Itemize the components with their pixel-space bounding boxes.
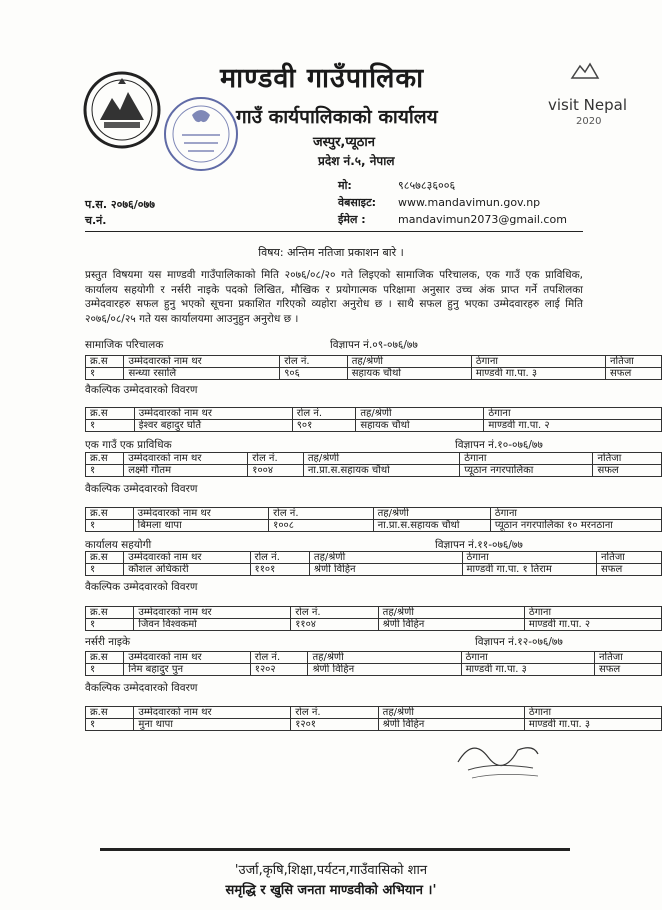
body-paragraph: प्रस्तुत विषयमा यस माण्डवी गाउँपालिकाको मिति २०७६/०८/२० गते लिइएको सामाजिक परिचालक, एक गाउँ एक प्राविधिक, कार्यालय सहयोगी र नर्सरी नाइके पदको लिखित, मौखिक र प्रयोगात्मक परिक्षामा अनुसार उच्च अंक प्राप्त गर्ने तपशिलका उम्मेदवारहरु सफल हुनु भएको सूचना प्रकाशित गरिएको व्यहोरा अनुरोध छ । साथै सफल हुनु भएका उम्मेदवारहरु लाई मिति २०७६/०८/२५ गते यस कार्यालयमा आउनुहुन अनुरोध छ । — [85, 269, 583, 325]
selected-candidate-table — [85, 551, 662, 576]
table-header-row — [86, 508, 662, 520]
cell-roll: ११०४ — [291, 619, 378, 631]
website-value[interactable]: www.mandavimun.gov.np — [398, 196, 541, 209]
column-header-address: ठेगाना — [484, 408, 662, 420]
column-header-result: नतिजा — [594, 652, 661, 664]
column-header-sn: क्र.स — [86, 408, 135, 420]
column-header-name: उम्मेदवारको नाम थर — [124, 356, 280, 368]
selected-candidate-table — [85, 651, 662, 676]
visit-nepal-logo — [548, 62, 632, 132]
column-header-name: उम्मेदवारको नाम थर — [134, 408, 292, 420]
cell-level: श्रेणी विहिन — [309, 564, 462, 576]
section-title: कार्यालय सहयोगी — [85, 539, 152, 551]
visit-nepal-text: visit Nepal — [548, 96, 628, 114]
cell-name: जिवन विश्वकर्मा — [134, 619, 291, 631]
signature-icon — [438, 732, 558, 784]
cell-result: सफल — [596, 564, 661, 576]
cell-address: माण्डवी गा.पा. १ तिराम — [462, 564, 596, 576]
cell-sn: १ — [86, 465, 124, 477]
column-header-roll: रोल नं. — [280, 356, 348, 368]
cell-roll: ९०६ — [280, 368, 348, 380]
visit-nepal-year: 2020 — [576, 116, 602, 127]
footer-slogan-line1: 'उर्जा,कृषि,शिक्षा,पर्यटन,गाउँवासिको शान — [234, 863, 428, 878]
table-row — [86, 719, 662, 731]
column-header-sn: क्र.स — [86, 453, 124, 465]
cell-roll: १२०२ — [250, 664, 308, 676]
column-header-roll: रोल नं. — [291, 607, 378, 619]
cell-sn: १ — [86, 619, 134, 631]
ps-ref — [85, 197, 155, 212]
chn-label: च.नं. — [85, 214, 107, 227]
phone-label: मो: — [338, 179, 352, 192]
mountain-icon — [570, 62, 600, 80]
table-header-row — [86, 453, 662, 465]
column-header-name: उम्मेदवारको नाम थर — [134, 707, 291, 719]
column-header-address: ठेगाना — [462, 552, 596, 564]
advertisement-number: विज्ञापन नं.०९-०७६/७७ — [330, 339, 418, 351]
email-label: ईमेल : — [338, 213, 366, 226]
cell-roll: १२०१ — [291, 719, 378, 731]
contact-phone — [338, 178, 455, 193]
cell-address: माण्डवी गा.पा. २ — [524, 619, 661, 631]
column-header-roll: रोल नं. — [250, 552, 309, 564]
column-header-level: तह/श्रेणी — [373, 508, 490, 520]
ps-value: २०७६/०७७ — [110, 198, 155, 211]
column-header-address: ठेगाना — [471, 356, 605, 368]
cell-result: सफल — [594, 664, 661, 676]
cell-name: बिमला थापा — [133, 520, 269, 532]
column-header-result: नतिजा — [596, 552, 661, 564]
column-header-level: तह/श्रेणी — [308, 652, 461, 664]
column-header-address: ठेगाना — [490, 508, 661, 520]
cell-level: श्रेणी विहिन — [308, 664, 461, 676]
cell-level: श्रेणी विहिन — [378, 619, 524, 631]
alternate-candidate-table — [85, 606, 662, 631]
org-subtitle: गाउँ कार्यपालिकाको कार्यालय — [236, 106, 438, 128]
cell-name: सन्ध्या रसालि — [124, 368, 280, 380]
ps-label: प.स. — [85, 198, 108, 211]
footer-divider — [100, 848, 570, 851]
column-header-roll: रोल नं. — [250, 652, 308, 664]
cell-result: सफल — [593, 465, 662, 477]
column-header-address: ठेगाना — [461, 652, 594, 664]
alternate-candidate-table — [85, 507, 662, 532]
column-header-name: उम्मेदवारको नाम थर — [133, 508, 269, 520]
column-header-result: नतिजा — [593, 453, 662, 465]
column-header-sn: क्र.स — [86, 652, 124, 664]
table-row — [86, 664, 662, 676]
cell-sn: १ — [86, 368, 124, 380]
phone-value: ९८५७८३६००६ — [398, 179, 456, 192]
cell-sn: १ — [86, 664, 124, 676]
cell-address: माण्डवी गा.पा. २ — [484, 420, 662, 432]
column-header-name: उम्मेदवारको नाम थर — [134, 607, 291, 619]
column-header-address: ठेगाना — [524, 707, 661, 719]
table-header-row — [86, 552, 662, 564]
column-header-level: तह/श्रेणी — [303, 453, 459, 465]
subject-line: विषय: अन्तिम नतिजा प्रकाशन बारे । — [258, 246, 404, 259]
cell-roll: १००८ — [269, 520, 373, 532]
address-line2: प्रदेश नं.५, नेपाल — [318, 154, 395, 168]
column-header-name: उम्मेदवारको नाम थर — [124, 453, 248, 465]
advertisement-number: विज्ञापन नं.१०-०७६/७७ — [455, 439, 543, 451]
cell-name: मुना थापा — [134, 719, 291, 731]
footer-slogan-line2: समृद्धि र खुसि जनता माण्डवीको अभियान ।' — [225, 883, 437, 898]
table-row — [86, 368, 662, 380]
column-header-roll: रोल नं. — [291, 707, 378, 719]
cell-name: लक्ष्मी गौतम — [124, 465, 248, 477]
cell-sn: १ — [86, 719, 134, 731]
column-header-result: नतिजा — [605, 356, 661, 368]
cell-address: प्यूठान नगरपालिका १० मरनठाना — [490, 520, 661, 532]
email-value[interactable]: mandavimun2073@gmail.com — [398, 213, 567, 226]
office-stamp-icon — [162, 95, 240, 173]
column-header-level: तह/श्रेणी — [378, 707, 524, 719]
column-header-roll: रोल नं. — [269, 508, 373, 520]
cell-name: ईश्वर बहादुर घर्ति — [134, 420, 292, 432]
table-row — [86, 619, 662, 631]
cell-level: ना.प्रा.स.सहायक चौथो — [303, 465, 459, 477]
table-row — [86, 420, 662, 432]
cell-name: निम बहादुर पुन — [124, 664, 250, 676]
contact-email — [338, 212, 567, 227]
alternate-candidate-label: वैकल्पिक उम्मेदवारको विवरण — [85, 682, 198, 694]
column-header-level: तह/श्रेणी — [347, 356, 471, 368]
column-header-name: उम्मेदवारको नाम थर — [124, 552, 250, 564]
contact-website — [338, 195, 540, 210]
section-title: सामाजिक परिचालक — [85, 339, 164, 351]
cell-address: माण्डवी गा.पा. ३ — [524, 719, 661, 731]
org-name: माण्डवी गाउँपालिका — [220, 63, 425, 94]
table-row — [86, 564, 662, 576]
cell-roll: १००४ — [248, 465, 304, 477]
column-header-address: ठेगाना — [524, 607, 661, 619]
column-header-address: ठेगाना — [460, 453, 593, 465]
column-header-name: उम्मेदवारको नाम थर — [124, 652, 250, 664]
cell-sn: १ — [86, 520, 134, 532]
address-line1: जस्पुर,प्यूठान — [313, 135, 375, 150]
cell-result: सफल — [605, 368, 661, 380]
column-header-roll: रोल नं. — [292, 408, 356, 420]
table-row — [86, 520, 662, 532]
column-header-level: तह/श्रेणी — [309, 552, 462, 564]
advertisement-number: विज्ञापन नं.११-०७६/७७ — [435, 539, 523, 551]
municipality-emblem-icon — [82, 70, 162, 150]
cell-address: माण्डवी गा.पा. ३ — [461, 664, 594, 676]
cell-name: कौशल अधिकारी — [124, 564, 250, 576]
alternate-candidate-label: वैकल्पिक उम्मेदवारको विवरण — [85, 581, 198, 593]
website-label: वेबसाइट: — [338, 196, 377, 209]
alternate-candidate-table — [85, 407, 662, 432]
cell-address: माण्डवी गा.पा. ३ — [471, 368, 605, 380]
selected-candidate-table — [85, 452, 662, 477]
section-title: नर्सरी नाइके — [85, 636, 131, 648]
table-header-row — [86, 607, 662, 619]
cell-sn: १ — [86, 420, 135, 432]
cell-address: प्यूठान नगरपालिका — [460, 465, 593, 477]
column-header-sn: क्र.स — [86, 356, 124, 368]
cell-level: सहायक चौथो — [356, 420, 484, 432]
alternate-candidate-label: वैकल्पिक उम्मेदवारको विवरण — [85, 483, 198, 495]
column-header-roll: रोल नं. — [248, 453, 304, 465]
table-header-row — [86, 408, 662, 420]
cell-sn: १ — [86, 564, 124, 576]
table-header-row — [86, 652, 662, 664]
column-header-sn: क्र.स — [86, 607, 134, 619]
section-title: एक गाउँ एक प्राविधिक — [85, 439, 172, 451]
cell-roll: ९०१ — [292, 420, 356, 432]
alternate-candidate-label: वैकल्पिक उम्मेदवारको विवरण — [85, 384, 198, 396]
cell-roll: ११०१ — [250, 564, 309, 576]
alternate-candidate-table — [85, 706, 662, 731]
table-row — [86, 465, 662, 477]
column-header-sn: क्र.स — [86, 552, 124, 564]
column-header-level: तह/श्रेणी — [378, 607, 524, 619]
cell-level: सहायक चौथो — [347, 368, 471, 380]
column-header-sn: क्र.स — [86, 707, 134, 719]
selected-candidate-table — [85, 355, 662, 380]
cell-level: श्रेणी विहिन — [378, 719, 524, 731]
column-header-sn: क्र.स — [86, 508, 134, 520]
cell-level: ना.प्रा.स.सहायक चौथो — [373, 520, 490, 532]
advertisement-number: विज्ञापन नं.१२-०७६/७७ — [475, 636, 563, 648]
header-divider — [85, 231, 583, 232]
column-header-level: तह/श्रेणी — [356, 408, 484, 420]
table-header-row — [86, 356, 662, 368]
table-header-row — [86, 707, 662, 719]
